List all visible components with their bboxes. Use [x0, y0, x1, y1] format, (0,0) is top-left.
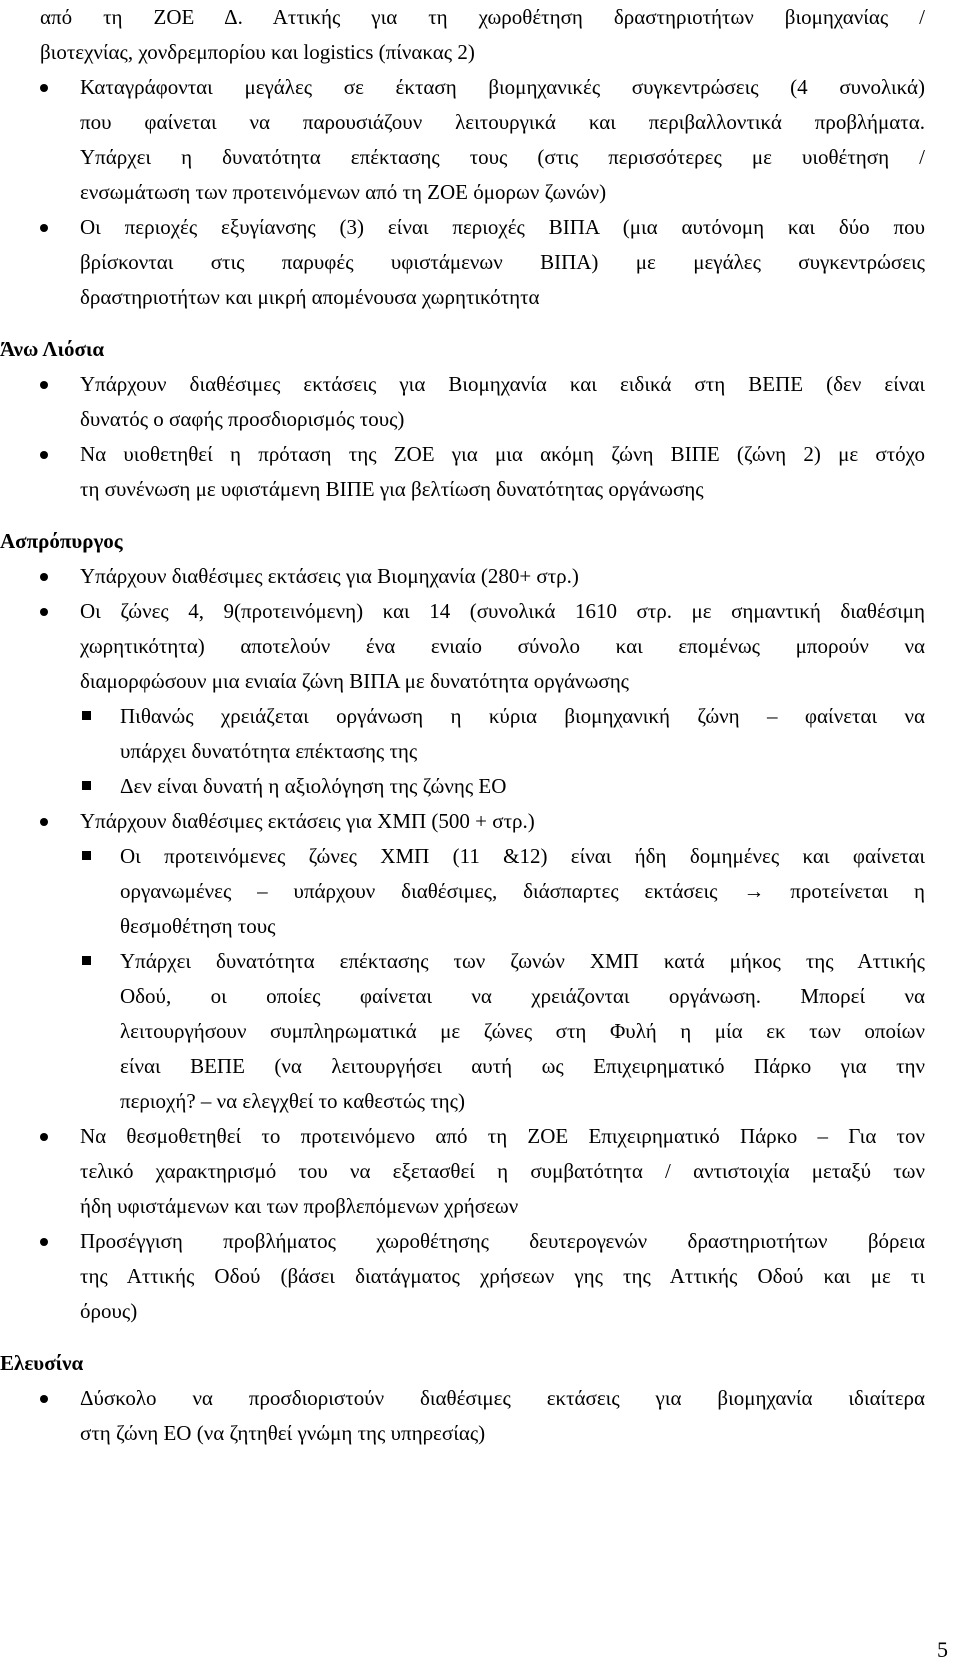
list-item [40, 1119, 925, 1224]
sub-list-item [80, 699, 925, 769]
list-item [40, 437, 925, 507]
text-line: είναι ΒΕΠΕ (να λειτουργήσει αυτή ως Επιχειρηματικό Πάρκο για την [120, 1054, 925, 1078]
text-line: θεσμοθέτηση τους [120, 914, 276, 938]
text-line: που φαίνεται να παρουσιάζουν λειτουργικά και περιβαλλοντικά προβλήματα. [80, 110, 925, 134]
text-line: της Αττικής Οδού (βάσει διατάγματος χρήσεων γης της Αττικής Οδού και με τι [80, 1264, 925, 1288]
sub-list-item [80, 769, 925, 804]
intro-paragraph [40, 0, 925, 70]
text-line: Δύσκολο να προσδιοριστούν διαθέσιμες εκτάσεις για βιομηχανία ιδιαίτερα [80, 1386, 925, 1410]
text-line: Οι προτεινόμενες ζώνες ΧΜΠ (11 &12) είναι ήδη δομημένες και φαίνεται [120, 844, 925, 868]
text-line: δραστηριοτήτων και μικρή απομένουσα χωρητικότητα [80, 285, 540, 309]
text-line: όρους) [80, 1299, 138, 1323]
text-line: δυνατός ο σαφής προσδιορισμός τους) [80, 407, 405, 431]
text-line: περιοχή? – να ελεγχθεί το καθεστώς της) [120, 1089, 465, 1113]
list-item [40, 804, 925, 839]
list-item [40, 210, 925, 315]
section-heading-elefsina: Ελευσίνα [0, 1351, 84, 1375]
text-line: χωρητικότητα) αποτελούν ένα ενιαίο σύνολο και επομένως μπορούν να [80, 634, 925, 658]
page-number: 5 [937, 1637, 948, 1662]
sub-list [40, 839, 925, 1119]
sub-list [40, 699, 925, 804]
text-line: Πιθανώς χρειάζεται οργάνωση η κύρια βιομηχανική ζώνη – φαίνεται να [120, 704, 925, 728]
section-heading-aspropyrgos: Ασπρόπυργος [0, 529, 123, 553]
list-item [40, 559, 925, 594]
text-line: Υπάρχουν διαθέσιμες εκτάσεις για Βιομηχανία και ειδικά στη ΒΕΠΕ (δεν είναι [80, 372, 925, 396]
text-line: Να υιοθετηθεί η πρόταση της ΖΟΕ για μια ακόμη ζώνη ΒΙΠΕ (ζώνη 2) με στόχο [80, 442, 925, 466]
text-line: ενσωμάτωση των προτεινόμενων από τη ΖΟΕ όμορων ζωνών) [80, 180, 607, 204]
text-line: Υπάρχει η δυνατότητα επέκτασης τους (στις περισσότερες με υιοθέτηση / [80, 145, 925, 169]
text-line: Οι ζώνες 4, 9(προτεινόμενη) και 14 (συνολικά 1610 στρ. με σημαντική διαθέσιμη [80, 599, 925, 623]
text-line: Υπάρχουν διαθέσιμες εκτάσεις για ΧΜΠ (500 + στρ.) [80, 809, 535, 833]
text-line: Δεν είναι δυνατή η αξιολόγηση της ζώνης ΕΟ [120, 774, 507, 798]
list-item [40, 1224, 925, 1329]
list-item [40, 594, 925, 699]
list-item [40, 1381, 925, 1451]
text-line: Να θεσμοθετηθεί το προτεινόμενο από τη ΖΟΕ Επιχειρηματικό Πάρκο – Για τον [80, 1124, 925, 1148]
text-line: Υπάρχουν διαθέσιμες εκτάσεις για Βιομηχανία (280+ στρ.) [80, 564, 579, 588]
text-line: τη συνένωση με υφιστάμενη ΒΙΠΕ για βελτίωση δυνατότητας οργάνωσης [80, 477, 704, 501]
text-line: βιοτεχνίας, χονδρεμπορίου και logistics (πίνακας 2) [40, 40, 475, 64]
text-line: από τη ΖΟΕ Δ. Αττικής για τη χωροθέτηση δραστηριοτήτων βιομηχανίας / [40, 5, 925, 29]
text-line: τελικό χαρακτηρισμό του να εξετασθεί η συμβατότητα / αντιστοιχία μεταξύ των [80, 1159, 925, 1183]
text-line: Προσέγγιση προβλήματος χωροθέτησης δευτερογενών δραστηριοτήτων βόρεια [80, 1229, 925, 1253]
list-item [40, 367, 925, 437]
text-line: στη ζώνη ΕΟ (να ζητηθεί γνώμη της υπηρεσίας) [80, 1421, 486, 1445]
text-line: λειτουργήσουν συμπληρωματικά με ζώνες στη Φυλή η μία εκ των οποίων [120, 1019, 925, 1043]
sub-list-item [80, 944, 925, 1119]
text-line: Οδού, οι οποίες φαίνεται να χρειάζονται οργάνωση. Μπορεί να [120, 984, 925, 1008]
sub-list-item [80, 839, 925, 944]
text-line: Υπάρχει δυνατότητα επέκτασης των ζωνών ΧΜΠ κατά μήκος της Αττικής [120, 949, 925, 973]
text-line: διαμορφώσουν μια ενιαία ζώνη ΒΙΠΑ με δυνατότητα οργάνωσης [80, 669, 629, 693]
text-line: Οι περιοχές εξυγίανσης (3) είναι περιοχές ΒΙΠΑ (μια αυτόνομη και δύο που [80, 215, 925, 239]
text-line: οργανωμένες – υπάρχουν διαθέσιμες, διάσπαρτες εκτάσεις → προτείνεται η [120, 879, 925, 903]
section-heading-ano-liosia: Άνω Λιόσια [0, 337, 105, 361]
text-line: βρίσκονται στις παρυφές υφιστάμενων ΒΙΠΑ) με μεγάλες συγκεντρώσεις [80, 250, 925, 274]
list-item [40, 70, 925, 210]
text-line: ήδη υφιστάμενων και των προβλεπόμενων χρήσεων [80, 1194, 519, 1218]
text-line: Καταγράφονται μεγάλες σε έκταση βιομηχανικές συγκεντρώσεις (4 συνολικά) [80, 75, 925, 99]
text-line: υπάρχει δυνατότητα επέκτασης της [120, 739, 418, 763]
